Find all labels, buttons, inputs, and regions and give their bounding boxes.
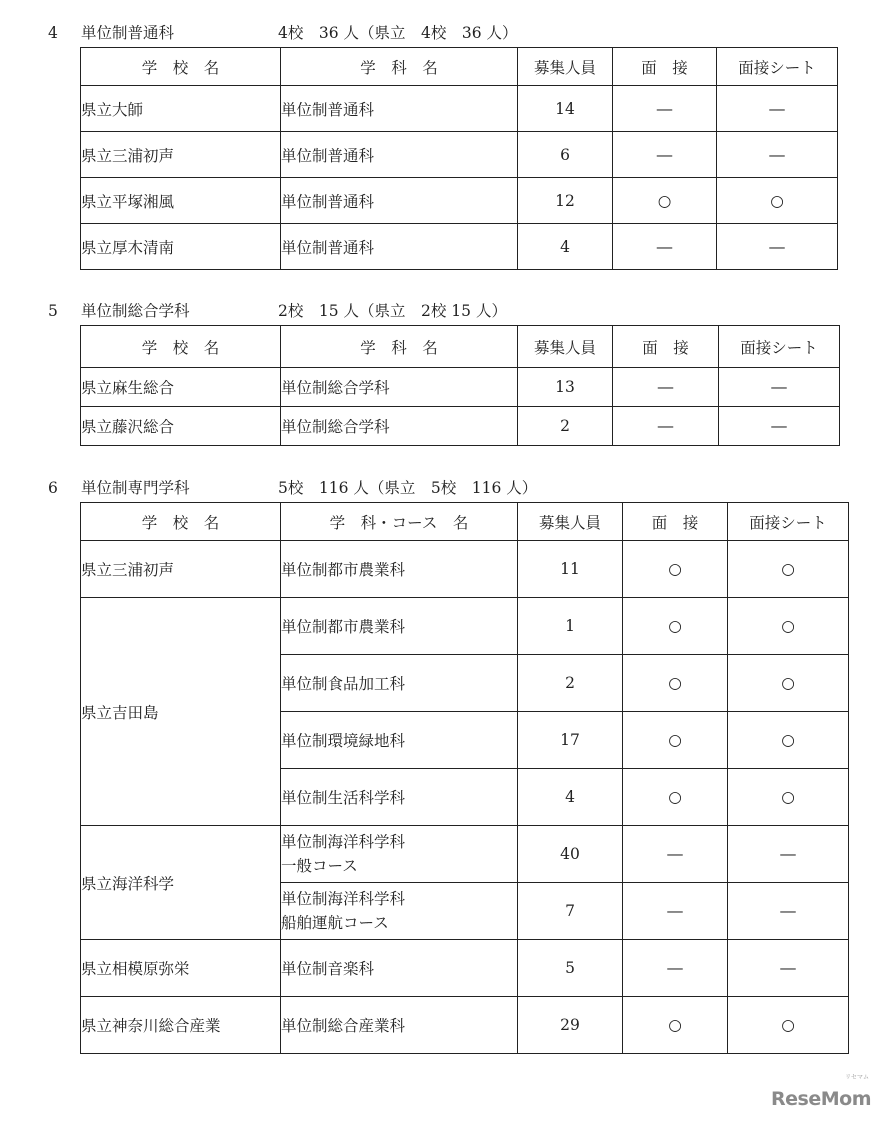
dept-cell: 単位制普通科 <box>281 86 518 132</box>
sheet-cell: ― <box>719 368 840 407</box>
interview-cell: ○ <box>623 598 728 655</box>
count-cell: 40 <box>518 826 623 883</box>
interview-cell: ― <box>623 826 728 883</box>
interview-cell: ― <box>613 407 719 446</box>
sheet-cell: ○ <box>728 997 849 1054</box>
section-summary: 5校 116 人（県立 5校 116 人） <box>278 479 538 497</box>
sheet-cell: ― <box>717 132 838 178</box>
header-count: 募集人員 <box>518 326 613 368</box>
sheet-cell: ○ <box>728 598 849 655</box>
sheet-cell: ― <box>717 224 838 270</box>
count-cell: 17 <box>518 712 623 769</box>
sheet-cell: ○ <box>728 541 849 598</box>
sheet-cell: ― <box>728 940 849 997</box>
dept-cell: 単位制環境緑地科 <box>281 712 518 769</box>
header-school: 学 校 名 <box>81 48 281 86</box>
interview-cell: ― <box>613 86 717 132</box>
table-header-row <box>81 326 840 368</box>
count-cell: 29 <box>518 997 623 1054</box>
dept-cell: 単位制普通科 <box>281 224 518 270</box>
dept-cell <box>281 883 518 940</box>
interview-cell: ― <box>613 368 719 407</box>
section-4-table <box>80 47 838 270</box>
section-title: 単位制総合学科 <box>81 302 190 320</box>
header-interview: 面 接 <box>613 48 717 86</box>
school-cell: 県立相模原弥栄 <box>81 940 281 997</box>
count-cell: 12 <box>518 178 613 224</box>
dept-cell: 単位制普通科 <box>281 132 518 178</box>
dept-line-1: 単位制海洋科学科 <box>281 833 406 851</box>
table-row <box>81 541 849 598</box>
school-cell: 県立三浦初声 <box>81 541 281 598</box>
header-interview: 面 接 <box>623 503 728 541</box>
dept-cell: 単位制食品加工科 <box>281 655 518 712</box>
table-row <box>81 132 838 178</box>
header-school: 学 校 名 <box>81 503 281 541</box>
school-cell: 県立藤沢総合 <box>81 407 281 446</box>
section-5-table <box>80 325 840 446</box>
count-cell: 2 <box>518 407 613 446</box>
table-row <box>81 178 838 224</box>
interview-cell: ○ <box>623 769 728 826</box>
dept-cell: 単位制総合学科 <box>281 368 518 407</box>
header-dept: 学 科 名 <box>281 48 518 86</box>
dept-cell: 単位制生活科学科 <box>281 769 518 826</box>
dept-cell: 単位制総合学科 <box>281 407 518 446</box>
dept-cell: 単位制都市農業科 <box>281 598 518 655</box>
count-cell: 7 <box>518 883 623 940</box>
sheet-cell: ― <box>728 826 849 883</box>
section-number: 6 <box>48 479 58 497</box>
dept-line-1: 単位制海洋科学科 <box>281 890 406 908</box>
dept-line-2: 船舶運航コース <box>281 914 389 932</box>
dept-line-2: 一般コース <box>281 857 358 875</box>
table-row <box>81 997 849 1054</box>
count-cell: 4 <box>518 769 623 826</box>
sheet-cell: ― <box>719 407 840 446</box>
table-row <box>81 86 838 132</box>
interview-cell: ○ <box>613 178 717 224</box>
table-row <box>81 598 849 655</box>
dept-cell <box>281 826 518 883</box>
count-cell: 14 <box>518 86 613 132</box>
interview-cell: ○ <box>623 997 728 1054</box>
interview-cell: ― <box>623 940 728 997</box>
count-cell: 5 <box>518 940 623 997</box>
header-count: 募集人員 <box>518 503 623 541</box>
dept-cell: 単位制総合産業科 <box>281 997 518 1054</box>
section-6-table <box>80 502 849 1054</box>
sheet-cell: ○ <box>728 655 849 712</box>
sheet-cell: ○ <box>717 178 838 224</box>
interview-cell: ○ <box>623 655 728 712</box>
header-count: 募集人員 <box>518 48 613 86</box>
header-sheet: 面接シート <box>717 48 838 86</box>
table-row <box>81 407 840 446</box>
interview-cell: ○ <box>623 712 728 769</box>
table-header-row <box>81 503 849 541</box>
header-interview: 面 接 <box>613 326 719 368</box>
header-sheet: 面接シート <box>728 503 849 541</box>
interview-cell: ― <box>623 883 728 940</box>
section-number: 4 <box>48 24 58 42</box>
dept-cell: 単位制普通科 <box>281 178 518 224</box>
school-cell: 県立大師 <box>81 86 281 132</box>
interview-cell: ○ <box>623 541 728 598</box>
table-row <box>81 826 849 883</box>
watermark-sub: リセマム <box>845 1074 869 1081</box>
table-row <box>81 368 840 407</box>
header-dept: 学 科・コース 名 <box>281 503 518 541</box>
table-row <box>81 940 849 997</box>
school-cell: 県立三浦初声 <box>81 132 281 178</box>
school-cell: 県立海洋科学 <box>81 826 281 940</box>
count-cell: 13 <box>518 368 613 407</box>
table-header-row <box>81 48 838 86</box>
sheet-cell: ○ <box>728 712 849 769</box>
dept-cell: 単位制音楽科 <box>281 940 518 997</box>
table-row <box>81 224 838 270</box>
header-dept: 学 科 名 <box>281 326 518 368</box>
school-cell: 県立神奈川総合産業 <box>81 997 281 1054</box>
count-cell: 1 <box>518 598 623 655</box>
sheet-cell: ― <box>728 883 849 940</box>
sheet-cell: ― <box>717 86 838 132</box>
section-title: 単位制専門学科 <box>81 479 190 497</box>
count-cell: 4 <box>518 224 613 270</box>
section-summary: 4校 36 人（県立 4校 36 人） <box>278 24 518 42</box>
school-cell: 県立平塚湘風 <box>81 178 281 224</box>
school-cell: 県立吉田島 <box>81 598 281 826</box>
section-summary: 2校 15 人（県立 2校 15 人） <box>278 302 507 320</box>
school-cell: 県立厚木清南 <box>81 224 281 270</box>
interview-cell: ― <box>613 224 717 270</box>
header-school: 学 校 名 <box>81 326 281 368</box>
section-title: 単位制普通科 <box>81 24 175 42</box>
header-sheet: 面接シート <box>719 326 840 368</box>
count-cell: 11 <box>518 541 623 598</box>
resemom-logo: ReseMom <box>771 1088 871 1110</box>
count-cell: 6 <box>518 132 613 178</box>
school-cell: 県立麻生総合 <box>81 368 281 407</box>
count-cell: 2 <box>518 655 623 712</box>
section-number: 5 <box>48 302 58 320</box>
dept-cell: 単位制都市農業科 <box>281 541 518 598</box>
interview-cell: ― <box>613 132 717 178</box>
sheet-cell: ○ <box>728 769 849 826</box>
